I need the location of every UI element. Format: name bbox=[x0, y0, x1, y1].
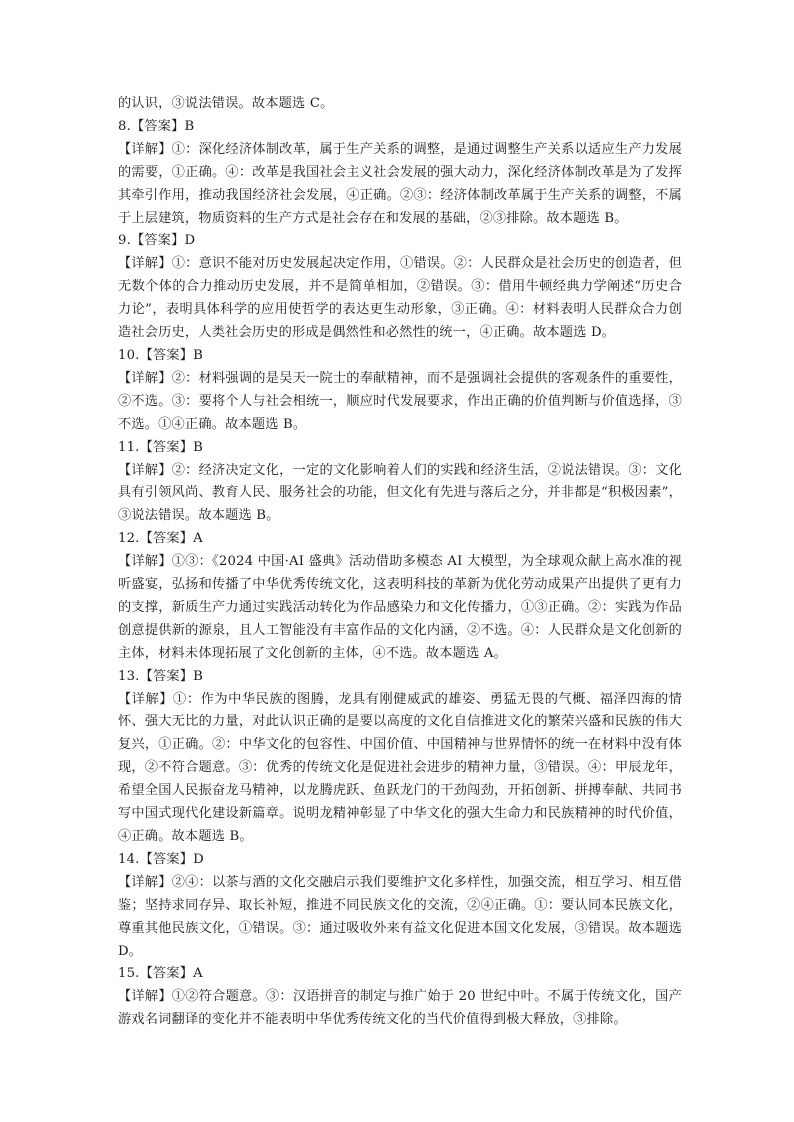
question-10 bbox=[118, 345, 682, 437]
detail-paragraph: 【详解】②：经济决定文化，一定的文化影响着人们的实践和经济生活，②说法错误。③：文化具有引领风尚、教育人民、服务社会的功能，但文化有先进与落后之分，并非都是“积极因素”，③说法错误。故本题选 B。 bbox=[118, 462, 682, 524]
detail-paragraph: 【详解】①：意识不能对历史发展起决定作用，①错误。②：人民群众是社会历史的创造者，但无数个体的合力推动历史发展，并不是简单相加，②错误。③：借用牛顿经典力学阐述“历史合力论”，表明具体科学的应用使哲学的表达更生动形象，③正确。④：材料表明人民群众合力创造社会历史，人类社会历史的形成是偶然性和必然性的统一，④正确。故本题选 D。 bbox=[118, 256, 682, 341]
answer-line: 10.【答案】B bbox=[118, 347, 204, 363]
answer-line: 14.【答案】D bbox=[118, 851, 204, 867]
detail-paragraph: 【详解】①③：《2024 中国·AI 盛典》活动借助多模态 AI 大模型，为全球观众献上高水准的视听盛宴，弘扬和传播了中华优秀传统文化，这表明科技的革新为优化劳动成果产出提供了更有力的支撑，新质生产力通过实践活动转化为作品感染力和文化传播力，①③正确。②：实践为作品创意提供新的源泉，且人工智能没有丰富作品的文化内涵，②不选。④：人民群众是文化创新的主体，材料未体现拓展了文化创新的主体，④不选。故本题选 A。 bbox=[118, 554, 682, 661]
question-11 bbox=[118, 437, 682, 529]
detail-paragraph: 【详解】②：材料强调的是吴天一院士的奉献精神，而不是强调社会提供的客观条件的重要性，②不选。③：要将个人与社会相统一，顺应时代发展要求，作出正确的价值判断与价值选择，③不选。①④正确。故本题选 B。 bbox=[118, 370, 682, 432]
question-15 bbox=[118, 963, 682, 1032]
answer-line: 9.【答案】D bbox=[118, 233, 196, 249]
question-9 bbox=[118, 230, 682, 345]
answer-key-page bbox=[118, 93, 682, 1032]
answer-line: 11.【答案】B bbox=[118, 439, 204, 455]
detail-paragraph: 【详解】①②符合题意。③：汉语拼音的制定与推广始于 20 世纪中叶。不属于传统文化，国产游戏名词翻译的变化并不能表明中华优秀传统文化的当代价值得到极大释放，③排除。 bbox=[118, 989, 682, 1028]
question-13 bbox=[118, 666, 682, 849]
answer-line: 13.【答案】B bbox=[118, 668, 204, 684]
answer-line: 8.【答案】B bbox=[118, 118, 195, 134]
question-8 bbox=[118, 116, 682, 231]
question-14 bbox=[118, 849, 682, 964]
detail-paragraph: 【详解】①：作为中华民族的图腾，龙具有刚健威武的雄姿、勇猛无畏的气概、福泽四海的情怀、强大无比的力量，对此认识正确的是要以高度的文化自信推进文化的繁荣兴盛和民族的伟大复兴，①正确。②：中华文化的包容性、中国价值、中国精神与世界情怀的统一在材料中没有体现，②不符合题意。③：优秀的传统文化是促进社会进步的精神力量，③错误。④：甲辰龙年，希望全国人民振奋龙马精神，以龙腾虎跃、鱼跃龙门的干劲闯劲，开拓创新、拼搏奉献、共同书写中国式现代化建设新篇章。说明龙精神彰显了中华文化的强大生命力和民族精神的时代价值，④正确。故本题选 B。 bbox=[118, 691, 682, 844]
answer-line: 12.【答案】A bbox=[118, 531, 203, 547]
question-12 bbox=[118, 528, 682, 665]
detail-paragraph: 【详解】②④：以茶与酒的文化交融启示我们要维护文化多样性，加强交流，相互学习、相互借鉴；坚持求同存异、取长补短，推进不同民族文化的交流，②④正确。①：要认同本民族文化，尊重其他民族文化，①错误。③：通过吸收外来有益文化促进本国文化发展，③错误。故本题选 D。 bbox=[118, 874, 682, 959]
detail-paragraph: 【详解】①：深化经济体制改革，属于生产关系的调整，是通过调整生产关系以适应生产力发展的需要，①正确。④：改革是我国社会主义社会发展的强大动力，深化经济体制改革是为了发挥其牵引作用，推动我国经济社会发展，④正确。②③：经济体制改革属于生产关系的调整，不属于上层建筑，物质资料的生产方式是社会存在和发展的基础，②③排除。故本题选 B。 bbox=[118, 141, 682, 226]
answer-line: 15.【答案】A bbox=[118, 966, 203, 982]
continuation-paragraph: 的认识，③说法错误。故本题选 C。 bbox=[118, 96, 334, 111]
